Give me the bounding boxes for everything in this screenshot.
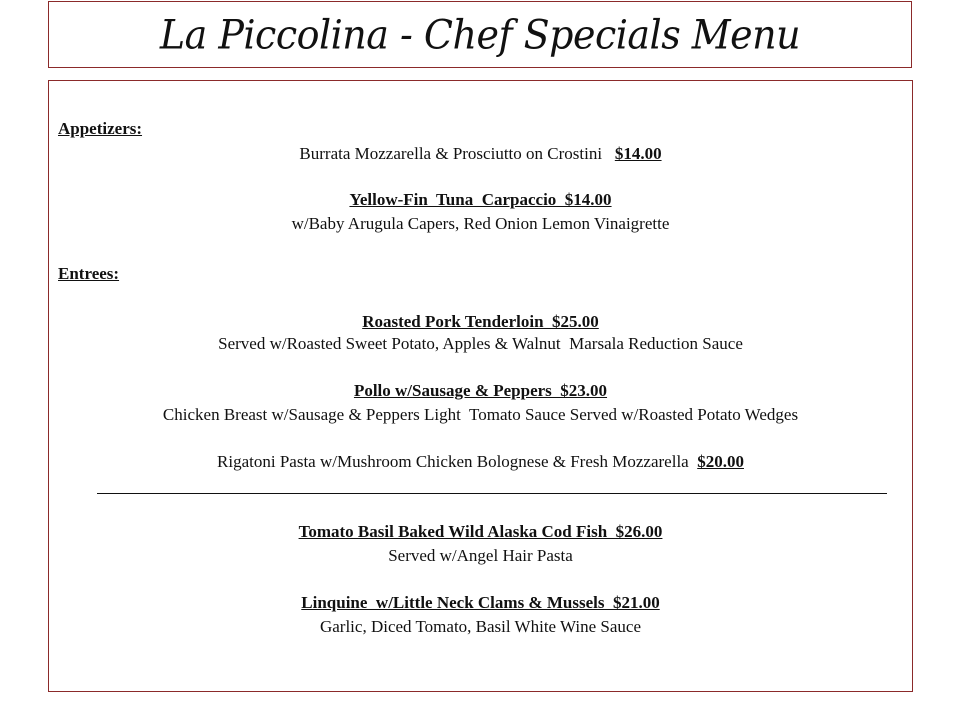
entree-rigatoni: [49, 452, 912, 472]
appetizer-burrata-price: $14.00: [614, 144, 662, 163]
section-divider: [97, 493, 887, 494]
entree-linquine-desc: Garlic, Diced Tomato, Basil White Wine Sauce: [319, 617, 642, 636]
entree-cod-heading: Tomato Basil Baked Wild Alaska Cod Fish $26.00: [298, 522, 663, 541]
appetizer-tuna-heading: Yellow-Fin Tuna Carpaccio $14.00: [349, 190, 612, 209]
entree-pork-desc: Served w/Roasted Sweet Potato, Apples & Walnut Marsala Reduction Sauce: [218, 334, 743, 353]
entrees-heading: Entrees:: [58, 264, 120, 283]
entree-pollo-desc: Chicken Breast w/Sausage & Peppers Light Tomato Sauce Served w/Roasted Potato Wedges: [162, 405, 799, 424]
entree-cod-desc: Served w/Angel Hair Pasta: [388, 546, 573, 565]
entree-pork-heading: Roasted Pork Tenderloin $25.00: [362, 312, 599, 331]
appetizer-tuna-desc: w/Baby Arugula Capers, Red Onion Lemon Vinaigrette: [291, 214, 670, 233]
entree-pollo-heading: Pollo w/Sausage & Peppers $23.00: [353, 381, 608, 400]
menu-title: La Piccolina - Chef Specials Menu: [159, 11, 801, 58]
appetizers-heading: Appetizers:: [58, 119, 143, 138]
appetizer-burrata: [49, 144, 912, 164]
appetizer-burrata-name: Burrata Mozzarella & Prosciutto on Crostini: [299, 144, 603, 163]
menu-panel: [48, 80, 913, 692]
entree-linquine-heading: Linquine w/Little Neck Clams & Mussels $21.00: [301, 593, 660, 612]
entree-rigatoni-price: $20.00: [697, 452, 744, 471]
title-banner: [48, 1, 912, 68]
entree-rigatoni-name: Rigatoni Pasta w/Mushroom Chicken Bolognese & Fresh Mozzarella: [217, 452, 689, 471]
